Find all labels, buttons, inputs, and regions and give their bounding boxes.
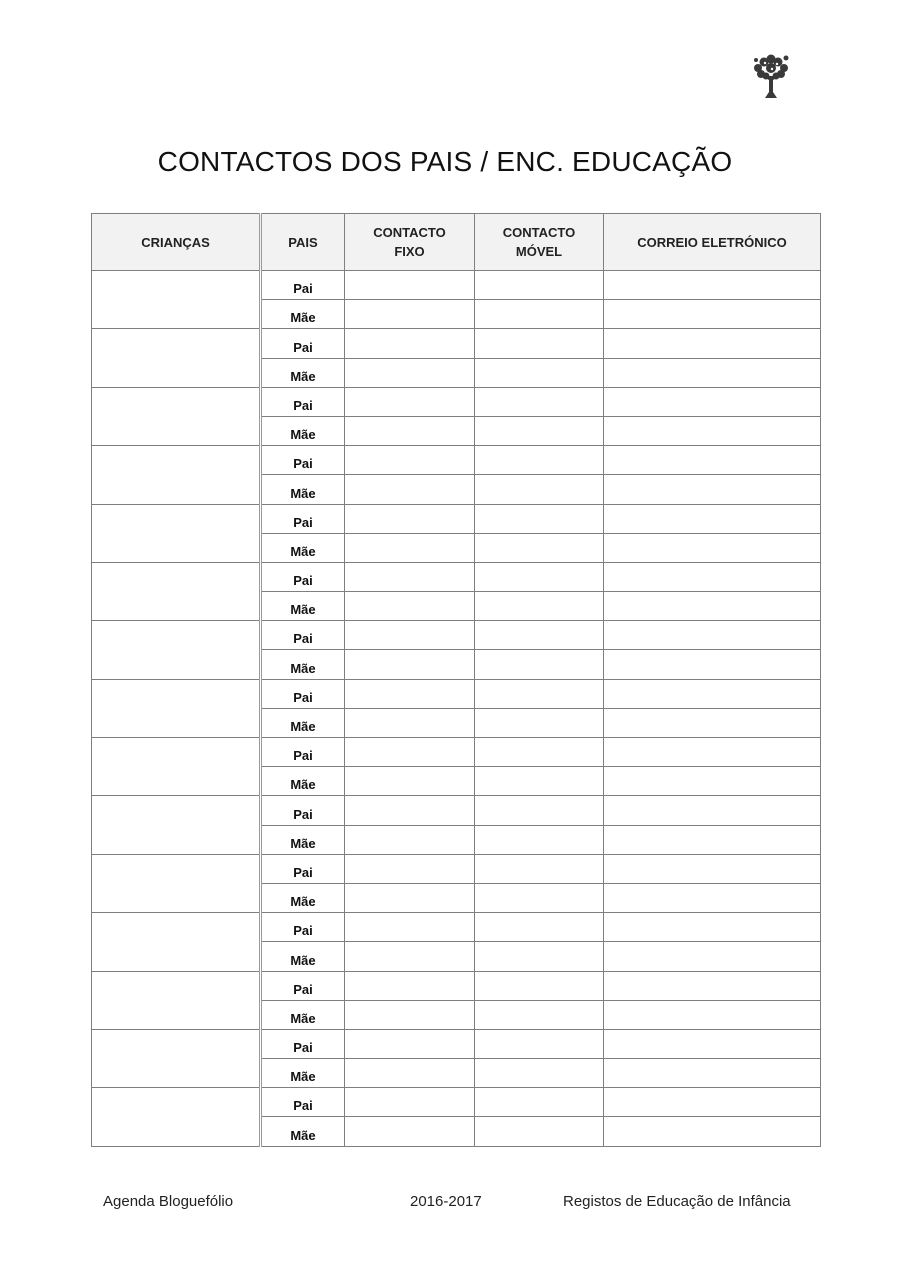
parent-label-mother: Mãe xyxy=(261,883,345,912)
parent-label-father: Pai xyxy=(261,387,345,416)
column-header-mobile-line2: MÓVEL xyxy=(515,244,563,259)
child-name-cell[interactable] xyxy=(92,329,261,387)
mobile-cell[interactable] xyxy=(475,475,604,504)
landline-cell[interactable] xyxy=(345,971,475,1000)
landline-cell[interactable] xyxy=(345,650,475,679)
table-row-father xyxy=(92,738,821,767)
table-row-father xyxy=(92,796,821,825)
email-cell[interactable] xyxy=(604,1059,821,1088)
table-row-father xyxy=(92,271,821,300)
email-cell[interactable] xyxy=(604,592,821,621)
child-name-cell[interactable] xyxy=(92,679,261,737)
table-row-father xyxy=(92,329,821,358)
email-cell[interactable] xyxy=(604,1000,821,1029)
email-cell[interactable] xyxy=(604,416,821,445)
email-cell[interactable] xyxy=(604,329,821,358)
landline-cell[interactable] xyxy=(345,796,475,825)
mobile-cell[interactable] xyxy=(475,329,604,358)
table-row-father xyxy=(92,446,821,475)
mobile-cell[interactable] xyxy=(475,533,604,562)
parent-label-mother: Mãe xyxy=(261,942,345,971)
table-row-father xyxy=(92,913,821,942)
email-cell[interactable] xyxy=(604,942,821,971)
landline-cell[interactable] xyxy=(345,738,475,767)
landline-cell[interactable] xyxy=(345,562,475,591)
mobile-cell[interactable] xyxy=(475,1000,604,1029)
mobile-cell[interactable] xyxy=(475,650,604,679)
column-header-email: CORREIO ELETRÓNICO xyxy=(604,214,821,271)
email-cell[interactable] xyxy=(604,1029,821,1058)
column-header-landline-line1: CONTACTO xyxy=(373,225,446,240)
table-row-father xyxy=(92,679,821,708)
parent-label-father: Pai xyxy=(261,446,345,475)
email-cell[interactable] xyxy=(604,767,821,796)
child-name-cell[interactable] xyxy=(92,1088,261,1146)
email-cell[interactable] xyxy=(604,504,821,533)
child-name-cell[interactable] xyxy=(92,271,261,329)
mobile-cell[interactable] xyxy=(475,708,604,737)
parent-label-mother: Mãe xyxy=(261,1000,345,1029)
email-cell[interactable] xyxy=(604,708,821,737)
table-row-father xyxy=(92,387,821,416)
landline-cell[interactable] xyxy=(345,621,475,650)
landline-cell[interactable] xyxy=(345,1117,475,1146)
parent-label-father: Pai xyxy=(261,971,345,1000)
parent-label-father: Pai xyxy=(261,738,345,767)
child-name-cell[interactable] xyxy=(92,854,261,912)
child-name-cell[interactable] xyxy=(92,446,261,504)
table-row-father xyxy=(92,854,821,883)
landline-cell[interactable] xyxy=(345,387,475,416)
column-header-landline xyxy=(345,214,475,271)
child-name-cell[interactable] xyxy=(92,562,261,620)
parent-label-father: Pai xyxy=(261,796,345,825)
parent-label-mother: Mãe xyxy=(261,650,345,679)
email-cell[interactable] xyxy=(604,475,821,504)
landline-cell[interactable] xyxy=(345,679,475,708)
parent-label-father: Pai xyxy=(261,271,345,300)
landline-cell[interactable] xyxy=(345,825,475,854)
mobile-cell[interactable] xyxy=(475,854,604,883)
table-row-father xyxy=(92,562,821,591)
email-cell[interactable] xyxy=(604,796,821,825)
landline-cell[interactable] xyxy=(345,300,475,329)
mobile-cell[interactable] xyxy=(475,1029,604,1058)
parent-label-mother: Mãe xyxy=(261,592,345,621)
landline-cell[interactable] xyxy=(345,592,475,621)
landline-cell[interactable] xyxy=(345,854,475,883)
parent-label-mother: Mãe xyxy=(261,533,345,562)
column-header-mobile-line1: CONTACTO xyxy=(502,225,576,240)
email-cell[interactable] xyxy=(604,387,821,416)
parent-label-mother: Mãe xyxy=(261,1117,345,1146)
parent-label-mother: Mãe xyxy=(261,475,345,504)
child-name-cell[interactable] xyxy=(92,621,261,679)
parent-label-mother: Mãe xyxy=(261,767,345,796)
column-header-children: CRIANÇAS xyxy=(92,214,261,271)
mobile-cell[interactable] xyxy=(475,271,604,300)
mobile-cell[interactable] xyxy=(475,562,604,591)
landline-cell[interactable] xyxy=(345,475,475,504)
mobile-cell[interactable] xyxy=(475,825,604,854)
mobile-cell[interactable] xyxy=(475,416,604,445)
email-cell[interactable] xyxy=(604,271,821,300)
tree-logo-icon xyxy=(750,52,792,102)
email-cell[interactable] xyxy=(604,854,821,883)
table-row-father xyxy=(92,1088,821,1117)
parents-contacts-table xyxy=(91,213,821,1147)
landline-cell[interactable] xyxy=(345,1029,475,1058)
page-title: CONTACTOS DOS PAIS / ENC. EDUCAÇÃO xyxy=(157,146,733,177)
footer-center: 2016-2017 xyxy=(410,1193,482,1210)
table-row-father xyxy=(92,971,821,1000)
mobile-cell[interactable] xyxy=(475,767,604,796)
parent-label-father: Pai xyxy=(261,562,345,591)
email-cell[interactable] xyxy=(604,358,821,387)
table-body xyxy=(92,271,821,1147)
landline-cell[interactable] xyxy=(345,533,475,562)
footer-right: Registos de Educação de Infância xyxy=(563,1193,791,1210)
email-cell[interactable] xyxy=(604,913,821,942)
email-cell[interactable] xyxy=(604,621,821,650)
landline-cell[interactable] xyxy=(345,1059,475,1088)
table-row-father xyxy=(92,621,821,650)
parent-label-father: Pai xyxy=(261,621,345,650)
mobile-cell[interactable] xyxy=(475,358,604,387)
parent-label-father: Pai xyxy=(261,504,345,533)
mobile-cell[interactable] xyxy=(475,738,604,767)
parent-label-mother: Mãe xyxy=(261,1059,345,1088)
parent-label-mother: Mãe xyxy=(261,825,345,854)
parent-label-mother: Mãe xyxy=(261,358,345,387)
child-name-cell[interactable] xyxy=(92,913,261,971)
email-cell[interactable] xyxy=(604,883,821,912)
table-row-father xyxy=(92,504,821,533)
email-cell[interactable] xyxy=(604,1088,821,1117)
landline-cell[interactable] xyxy=(345,942,475,971)
parent-label-mother: Mãe xyxy=(261,300,345,329)
landline-cell[interactable] xyxy=(345,358,475,387)
landline-cell[interactable] xyxy=(345,913,475,942)
mobile-cell[interactable] xyxy=(475,504,604,533)
child-name-cell[interactable] xyxy=(92,971,261,1029)
parent-label-mother: Mãe xyxy=(261,708,345,737)
mobile-cell[interactable] xyxy=(475,1059,604,1088)
email-cell[interactable] xyxy=(604,825,821,854)
child-name-cell[interactable] xyxy=(92,738,261,796)
email-cell[interactable] xyxy=(604,650,821,679)
parent-label-father: Pai xyxy=(261,1029,345,1058)
mobile-cell[interactable] xyxy=(475,300,604,329)
landline-cell[interactable] xyxy=(345,504,475,533)
table-header-row xyxy=(92,214,821,271)
child-name-cell[interactable] xyxy=(92,796,261,854)
landline-cell[interactable] xyxy=(345,1088,475,1117)
mobile-cell[interactable] xyxy=(475,971,604,1000)
landline-cell[interactable] xyxy=(345,446,475,475)
landline-cell[interactable] xyxy=(345,767,475,796)
parent-label-father: Pai xyxy=(261,679,345,708)
child-name-cell[interactable] xyxy=(92,1029,261,1087)
table-row-father xyxy=(92,1029,821,1058)
landline-cell[interactable] xyxy=(345,883,475,912)
mobile-cell[interactable] xyxy=(475,796,604,825)
landline-cell[interactable] xyxy=(345,1000,475,1029)
mobile-cell[interactable] xyxy=(475,592,604,621)
landline-cell[interactable] xyxy=(345,329,475,358)
landline-cell[interactable] xyxy=(345,416,475,445)
column-header-landline-line2: FIXO xyxy=(394,244,425,259)
parent-label-father: Pai xyxy=(261,854,345,883)
email-cell[interactable] xyxy=(604,1117,821,1146)
mobile-cell[interactable] xyxy=(475,942,604,971)
parent-label-father: Pai xyxy=(261,913,345,942)
email-cell[interactable] xyxy=(604,446,821,475)
footer-left: Agenda Bloguefólio xyxy=(103,1193,234,1210)
landline-cell[interactable] xyxy=(345,708,475,737)
email-cell[interactable] xyxy=(604,738,821,767)
mobile-cell[interactable] xyxy=(475,446,604,475)
column-header-parents: PAIS xyxy=(261,214,345,271)
mobile-cell[interactable] xyxy=(475,1088,604,1117)
parent-label-father: Pai xyxy=(261,329,345,358)
child-name-cell[interactable] xyxy=(92,387,261,445)
mobile-cell[interactable] xyxy=(475,913,604,942)
mobile-cell[interactable] xyxy=(475,621,604,650)
parent-label-mother: Mãe xyxy=(261,416,345,445)
email-cell[interactable] xyxy=(604,562,821,591)
mobile-cell[interactable] xyxy=(475,883,604,912)
mobile-cell[interactable] xyxy=(475,1117,604,1146)
email-cell[interactable] xyxy=(604,533,821,562)
email-cell[interactable] xyxy=(604,300,821,329)
email-cell[interactable] xyxy=(604,679,821,708)
mobile-cell[interactable] xyxy=(475,679,604,708)
column-header-mobile xyxy=(475,214,604,271)
landline-cell[interactable] xyxy=(345,271,475,300)
parent-label-father: Pai xyxy=(261,1088,345,1117)
email-cell[interactable] xyxy=(604,971,821,1000)
mobile-cell[interactable] xyxy=(475,387,604,416)
child-name-cell[interactable] xyxy=(92,504,261,562)
